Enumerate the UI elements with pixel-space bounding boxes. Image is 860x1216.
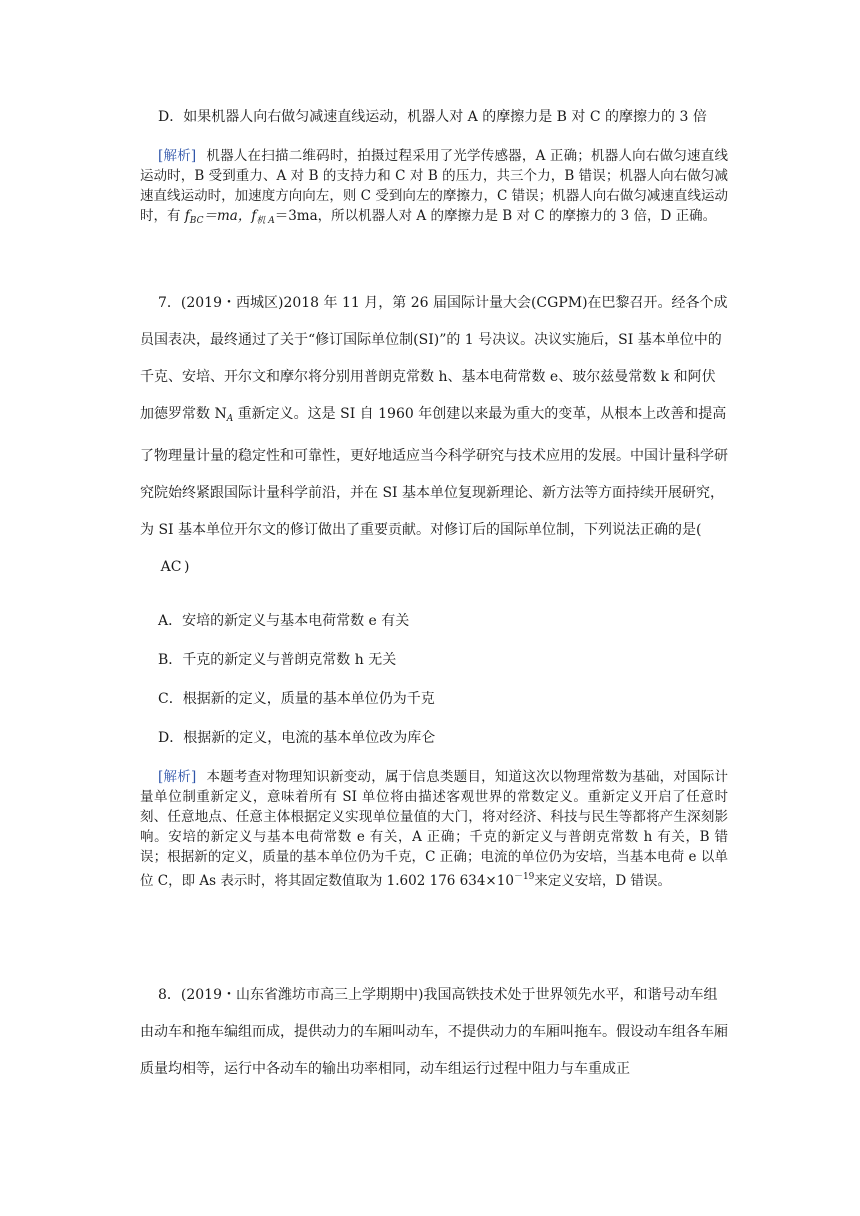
q7-analysis-text-2: 来定义安培，D 错误。 (534, 873, 672, 889)
analysis-tag: [解析] (158, 769, 197, 785)
q6-eq1: ＝ma， (203, 208, 252, 224)
q6-eq2: ＝3ma，所以机器人对 A 的摩擦力是 B 对 C 的摩擦力的 3 倍，D 正确。 (274, 208, 717, 224)
q6-analysis-text: 机器人在扫描二维码时，拍摄过程采用了光学传感器，A 正确；机器人向右做匀速直线运动时，B 受到重力、A 对 B 的支持力和 C 对 B 的压力，共三个力，B 错误；机器人向右做匀减速直线运动时，加速度方向向左，则 C 受到向左的摩擦力，C 错误；机器人向右做匀减速直线运动时，有 (140, 148, 728, 224)
q7-option-a-text: A．安培的新定义与基本电荷常数 e 有关 (158, 613, 410, 629)
q7-option-b (140, 650, 728, 670)
q7-analysis (140, 767, 728, 891)
q7-stem-text: 7．(2019・西城区)2018 年 11 月，第 26 届国际计量大会(CGPM)在巴黎召开。经各个成员国表决，最终通过了关于“修订国际单位制(SI)”的 1 号决议。决议实施后，SI 基本单位中的千克、安培、开尔文和摩尔将分别用普朗克常数 h、基本电荷常数 e、玻尔兹曼常数 k 和阿伏加德罗常数 N (140, 295, 728, 422)
q8-stem (140, 977, 728, 1088)
analysis-tag: [解析] (158, 148, 197, 164)
q7-stem-cont: 重新定义。这是 SI 自 1960 年创建以来最为重大的变革，从根本上改善和提高了物理量计量的稳定性和可靠性，更好地适应当今科学研究与技术应用的发展。中国计量科学研究院始终紧跟国际计量科学前沿，并在 SI 基本单位复现新理论、新方法等方面持续开展研究，为 SI 基本单位开尔文的修订做出了重要贡献。对修订后的国际单位制，下列说法正确的是( (140, 406, 728, 538)
q6-analysis (140, 146, 728, 231)
q6-option-d (140, 107, 728, 127)
q7-stem (140, 285, 728, 586)
q6-f2-sub: 机 A (256, 216, 275, 226)
q6-option-d-text: D．如果机器人向右做匀减速直线运动，机器人对 A 的摩擦力是 B 对 C 的摩擦力的 3 倍 (158, 109, 707, 125)
q7-analysis-sup: －19 (513, 872, 535, 882)
q7-option-a (140, 611, 728, 631)
q7-option-b-text: B．千克的新定义与普朗克常数 h 无关 (158, 652, 397, 668)
q7-analysis-text: 本题考查对物理知识新变动，属于信息类题目，知道这次以物理常数为基础，对国际计量单位制重新定义，意味着所有 SI 单位将由描述客观世界的常数定义。重新定义开启了任意时刻、任意地点、任意主体根据定义实现单位量值的大门，将对经济、科技与民生等都将产生深刻影响。安培的新定义与基本电荷常数 e 有关，A 正确；千克的新定义与普朗克常数 h 有关，B 错误；根据新的定义，质量的基本单位仍为千克，C 正确；电流的单位仍为安培，当基本电荷 e 以单位 C，即 As 表示时，将其固定数值取为 1.602 176 634×10 (140, 769, 728, 889)
q6-f1-sub: BC (189, 216, 204, 226)
q6-f1: f (184, 208, 190, 224)
q7-stem-sub: A (226, 414, 234, 424)
q7-stem-close: ) (184, 559, 190, 575)
q6-f2: f (251, 208, 257, 224)
q7-answer: AC (160, 559, 182, 575)
q7-option-c (140, 689, 728, 709)
q7-option-c-text: C．根据新的定义，质量的基本单位仍为千克 (158, 691, 435, 707)
q7-option-d (140, 728, 728, 748)
q8-stem-text: 8．(2019・山东省潍坊市高三上学期期中)我国高铁技术处于世界领先水平，和谐号动车组由动车和拖车编组而成，提供动力的车厢叫动车，不提供动力的车厢叫拖车。假设动车组各车厢质量均相等，运行中各动车的输出功率相同，动车组运行过程中阻力与车重成正 (140, 987, 728, 1077)
q7-option-d-text: D．根据新的定义，电流的基本单位改为库仑 (158, 730, 436, 746)
